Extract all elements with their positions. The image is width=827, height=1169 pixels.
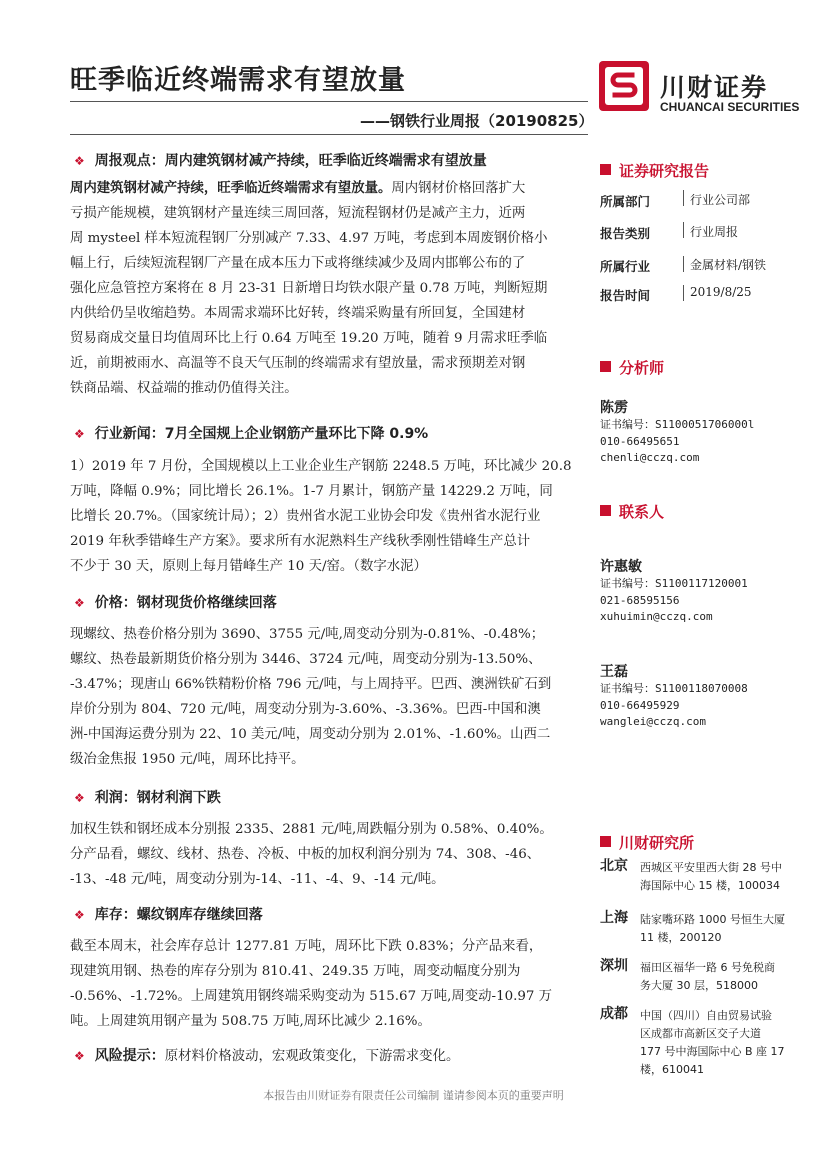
contact-card	[600, 661, 800, 731]
diamond-bullet-icon: ❖	[74, 791, 85, 805]
paragraph-line: 不少于 30 天，原则上每月错峰生产 10 天/窑。（数字水泥）	[70, 559, 427, 574]
diamond-bullet-icon: ❖	[74, 154, 85, 168]
meta-value: 行业周报	[690, 225, 739, 239]
analyst-email[interactable]: chenli@cczq.com	[600, 451, 700, 464]
office-row	[600, 955, 800, 992]
paragraph-line: 贸易商成交量日均值周环比上行 0.64 万吨至 19.20 万吨，随着 9 月需求旺季临	[70, 331, 548, 346]
section-inventory	[70, 904, 588, 924]
paragraph-line: 分产品看，螺纹、线材、热卷、冷板、中板的加权利润分别为 74、308、-46、	[70, 847, 541, 862]
analyst-card	[600, 397, 800, 467]
paragraph-line: 亏损产能规模，建筑钢材产量连续三周回落，短流程钢材仍是减产主力，近两	[70, 206, 526, 221]
office-address: 西城区平安里西大街 28 号中 海国际中心 15 楼，100034	[640, 861, 782, 892]
section-heading: ❖ 利润：钢材利润下跌	[74, 790, 221, 806]
contact-phone: 021-68595156	[600, 593, 680, 607]
contact-email[interactable]: wanglei@cczq.com	[600, 715, 706, 728]
section-risk	[70, 1045, 588, 1065]
section-heading: ❖ 价格：钢材现货价格继续回落	[74, 595, 277, 611]
meta-row: 所属部门 行业公司部	[600, 193, 751, 209]
paragraph-line: -3.47%；现唐山 66%铁精粉价格 796 元/吨，与上周持平。巴西、澳洲铁矿石到	[70, 677, 552, 692]
brand-name-en: CHUANCAI SECURITIES	[660, 100, 800, 114]
lead-sentence: 周内建筑钢材减产持续，旺季临近终端需求有望放量。	[70, 181, 392, 196]
paragraph-line: 近，前期被雨水、高温等不良天气压制的终端需求有望放量，需求预期差对钢	[70, 356, 526, 371]
contact-cert: 证书编号：S1100117120001	[600, 577, 748, 590]
diamond-bullet-icon: ❖	[74, 908, 85, 922]
paragraph-line: 周 mysteel 样本短流程钢厂分别减产 7.33、4.97 万吨，考虑到本周废钢价格小	[70, 231, 548, 246]
paragraph-line: 强化应急管控方案将在 8 月 23-31 日新增日均铁水限产量 0.78 万吨，判断短期	[70, 281, 548, 296]
section-heading: ❖ 库存：螺纹钢库存继续回落	[74, 907, 263, 923]
paragraph-line: -13、-48 元/吨，周变动分别为-14、-11、-4、9、-14 元/吨。	[70, 872, 445, 887]
section-view	[70, 150, 588, 170]
paragraph-line: 内供给仍呈收缩趋势。本周需求端环比好转，终端采购量有所回复，全国建材	[70, 306, 526, 321]
meta-value: 2019/8/25	[690, 285, 752, 299]
paragraph-line: 现建筑用钢、热卷的库存分别为 810.41、249.35 万吨，周变动幅度分别为	[70, 964, 521, 979]
risk-text: 原材料价格波动，宏观政策变化，下游需求变化。	[164, 1049, 460, 1064]
meta-value: 金属材料/钢铁	[690, 258, 767, 272]
meta-divider	[683, 190, 684, 206]
section-price	[70, 592, 588, 612]
sidebar-institute-heading: 川财研究所	[600, 832, 800, 853]
office-row	[600, 1003, 800, 1076]
sidebar-analyst-heading: 分析师	[600, 357, 800, 378]
office-address: 陆家嘴环路 1000 号恒生大厦 11 楼，200120	[640, 913, 785, 944]
contact-card	[600, 556, 800, 626]
office-city: 深圳	[600, 958, 628, 974]
meta-row: 报告时间 2019/8/25	[600, 285, 752, 303]
sidebar-report-heading: 证券研究报告	[600, 160, 800, 181]
header-divider-bottom	[70, 134, 588, 135]
section-heading: 风险提示：	[94, 1048, 165, 1064]
paragraph-line: 幅上行，后续短流程钢厂产量在成本压力下或将继续减少及周内邯郸公布的了	[70, 256, 526, 271]
paragraph-line: 现螺纹、热卷价格分别为 3690、3755 元/吨,周变动分别为-0.81%、-0.48%；	[70, 627, 545, 642]
office-row	[600, 855, 800, 892]
meta-divider	[683, 222, 684, 238]
report-subtitle: ——钢铁行业周报（20190825）	[360, 112, 594, 130]
contact-phone: 010-66495929	[600, 698, 680, 712]
report-title: 旺季临近终端需求有望放量	[70, 65, 406, 96]
paragraph-line: 铁商品端、权益端的推动仍值得关注。	[70, 381, 298, 396]
paragraph-line: 岸价分别为 804、720 元/吨，周变动分别为-3.60%、-3.36%。巴西-中国和澳	[70, 702, 541, 717]
diamond-bullet-icon: ❖	[74, 596, 85, 610]
section-profit-body	[70, 817, 588, 892]
analyst-cert: 证书编号：S1100051706000l	[600, 418, 755, 431]
brand-name-cn: 川财证券	[660, 73, 769, 102]
paragraph-line: 2019 年秋季错峰生产方案》。要求所有水泥熟料生产线秋季刚性错峰生产总计	[70, 534, 531, 549]
contact-email[interactable]: xuhuimin@cczq.com	[600, 610, 713, 623]
section-view-body: 周内建筑钢材减产持续，旺季临近终端需求有望放量。周内钢材价格回落扩大 亏损产能规模，建筑钢材产量连续三周回落，短流程钢材仍是减产主力，近两 周 mysteel 样本短流程钢厂分别减产 7.33、4.97 万吨，考虑到本周废钢价格小 幅上行，后续短流程钢厂产量在成本压力下或将继续减少及周内邯郸公布的了 强化应急管控方案将在 8 月 23-31 日新增日均铁水限产量 0.78 万吨，判断短期 内供给仍呈收缩趋势。本周需求端环比好转，终端采购量有所回复，全国建材 贸易商成交量日均值周环比上行 0.64 万吨至 19.20 万吨，随着 9 月需求旺季临 近，前期被雨水、高温等不良天气压制的终端需求有望放量，需求预期差对钢 铁商品端、权益端的推动仍值得关注。	[70, 176, 588, 401]
analyst-phone: 010-66495651	[600, 434, 680, 448]
page-footer: 本报告由川财证券有限责任公司编制 谨请参阅本页的重要声明	[263, 1089, 564, 1102]
paragraph-line: 级冶金焦报 1950 元/吨，周环比持平。	[70, 752, 305, 767]
section-inventory-body	[70, 934, 588, 1034]
paragraph-line: 吨。上周建筑用钢产量为 508.75 万吨,周环比减少 2.16%。	[70, 1014, 431, 1029]
paragraph-line: 1）2019 年 7 月份，全国规模以上工业企业生产钢筋 2248.5 万吨，环比减少 20.8	[70, 459, 572, 474]
paragraph-line: 洲-中国海运费分别为 22、10 美元/吨，周变动分别为 2.01%、-1.60%。山西二	[70, 727, 551, 742]
diamond-bullet-icon: ❖	[74, 1049, 85, 1063]
meta-divider	[683, 285, 684, 301]
meta-row: 所属行业 金属材料/钢铁	[600, 258, 767, 274]
paragraph-line: 截至本周末，社会库存总计 1277.81 万吨，周环比下跌 0.83%；分产品来看，	[70, 939, 543, 954]
paragraph-line: -0.56%、-1.72%。上周建筑用钢终端采购变动为 515.67 万吨,周变动-10.97 万	[70, 989, 553, 1004]
analyst-name: 陈雳	[600, 400, 628, 416]
diamond-bullet-icon: ❖	[74, 427, 85, 441]
section-price-body	[70, 622, 588, 772]
contact-name: 许惠敏	[600, 559, 642, 575]
square-bullet-icon	[600, 361, 611, 372]
chuancai-logo-icon	[598, 60, 650, 112]
paragraph-line: 万吨，降幅 0.9%；同比增长 26.1%。1-7 月累计，钢筋产量 14229.2 万吨，同	[70, 484, 553, 499]
office-address: 福田区福华一路 6 号免税商 务大厦 30 层，518000	[640, 961, 775, 992]
square-bullet-icon	[600, 505, 611, 516]
square-bullet-icon	[600, 836, 611, 847]
office-city: 上海	[600, 910, 628, 926]
section-profit	[70, 787, 588, 807]
section-heading: ❖ 周报观点：周内建筑钢材减产持续，旺季临近终端需求有望放量	[74, 153, 487, 169]
section-news-body	[70, 454, 588, 579]
paragraph-line: 螺纹、热卷最新期货价格分别为 3446、3724 元/吨，周变动分别为-13.50%、	[70, 652, 542, 667]
office-city: 成都	[600, 1006, 628, 1022]
meta-row: 报告类别 行业周报	[600, 225, 739, 241]
office-row	[600, 907, 800, 944]
meta-value: 行业公司部	[690, 193, 751, 207]
sidebar-contact-heading: 联系人	[600, 501, 800, 522]
header-divider-top	[70, 101, 588, 102]
section-heading: ❖ 行业新闻：7月全国规上企业钢筋产量环比下降 0.9%	[74, 426, 429, 442]
section-news	[70, 423, 588, 443]
paragraph-line: 加权生铁和钢坯成本分别报 2335、2881 元/吨,周跌幅分别为 0.58%、0.40%。	[70, 822, 553, 837]
contact-name: 王磊	[600, 664, 628, 680]
office-address: 中国（四川）自由贸易试验 区成都市高新区交子大道 177 号中海国际中心 B 座 17 楼，610041	[640, 1009, 785, 1076]
contact-cert: 证书编号：S1100118070008	[600, 682, 748, 695]
square-bullet-icon	[600, 164, 611, 175]
meta-divider	[683, 256, 684, 272]
office-city: 北京	[600, 858, 628, 874]
paragraph-line: 比增长 20.7%。（国家统计局）；2）贵州省水泥工业协会印发《贵州省水泥行业	[70, 509, 541, 524]
